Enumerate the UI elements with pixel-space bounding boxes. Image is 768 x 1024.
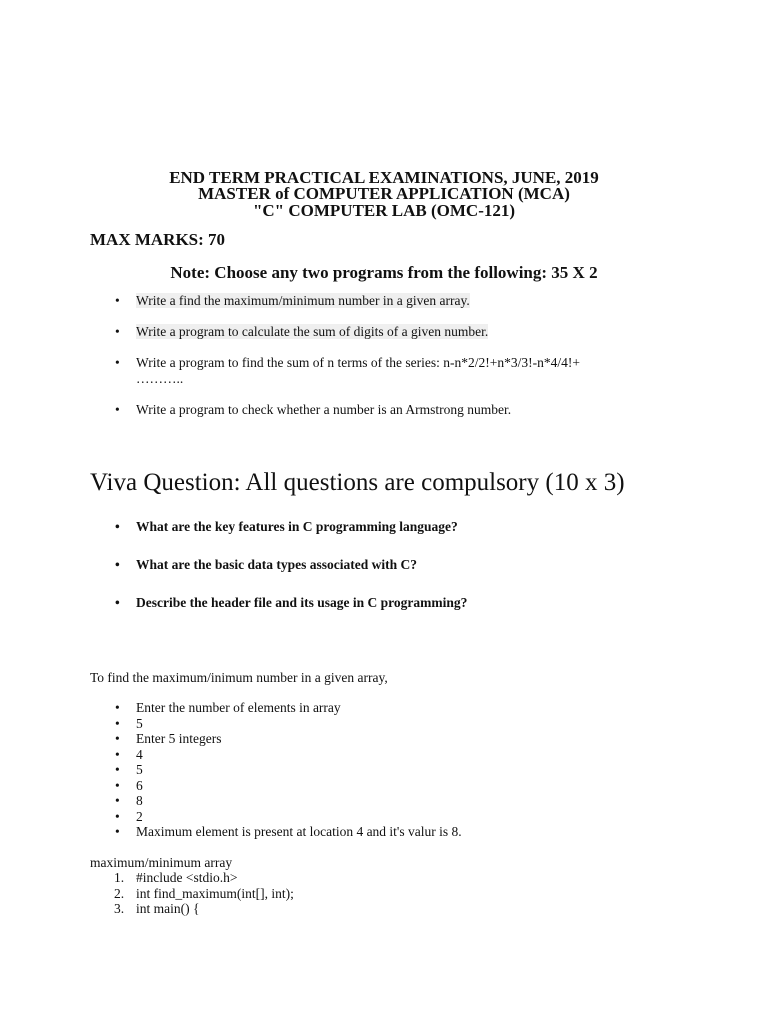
bullet-icon: • [115, 777, 120, 793]
sample-run-list [90, 700, 650, 840]
bullet-icon: • [115, 731, 120, 746]
code-line [90, 870, 294, 886]
code-section-title: maximum/minimum array [90, 855, 233, 870]
code-listing [90, 870, 294, 917]
list-item [90, 793, 650, 809]
list-item [90, 595, 650, 611]
list-item [90, 557, 650, 573]
bullet-icon: • [115, 595, 120, 610]
line-number: 2. [114, 885, 125, 901]
bullet-icon: • [115, 715, 120, 731]
line-number: 3. [114, 901, 125, 916]
list-item [90, 293, 650, 309]
list-item [90, 716, 650, 732]
bullet-icon: • [115, 700, 120, 715]
task-text: Write a program to calculate the sum of digits of a given number. [136, 324, 489, 339]
step-text: 2 [136, 808, 143, 824]
list-item [90, 824, 650, 840]
step-text: 4 [136, 746, 143, 762]
program-task-list [90, 293, 650, 433]
bullet-icon: • [115, 519, 120, 534]
code-line [90, 901, 294, 917]
task-text: Write a program to find the sum of n terms of the series: n-n*2/2!+n*3/3!-n*4/4!+ [136, 355, 580, 370]
exam-title: END TERM PRACTICAL EXAMINATIONS, JUNE, 2019 [169, 168, 599, 187]
step-text: 6 [136, 777, 143, 793]
code-line [90, 886, 294, 902]
line-number: 1. [114, 870, 125, 885]
list-item [90, 747, 650, 763]
code-text: int main() { [136, 901, 200, 916]
list-item [90, 700, 650, 716]
list-item [90, 402, 650, 418]
viva-question: Describe the header file and its usage in C programming? [136, 595, 468, 610]
bullet-icon: • [115, 762, 120, 777]
bullet-icon: • [115, 746, 120, 762]
bullet-icon: • [115, 402, 120, 417]
list-item [90, 762, 650, 778]
instruction-note: Note: Choose any two programs from the following: 35 X 2 [170, 263, 598, 282]
bullet-icon: • [115, 793, 120, 808]
list-item [90, 519, 650, 535]
task-text: Write a program to check whether a number is an Armstrong number. [136, 402, 512, 417]
step-text: Enter 5 integers [136, 731, 222, 746]
list-item [90, 324, 650, 340]
list-item [90, 809, 650, 825]
bullet-icon: • [115, 824, 120, 839]
step-text: Maximum element is present at location 4 and it's valur is 8. [136, 824, 462, 839]
bullet-icon: • [115, 293, 120, 308]
viva-question-list [90, 519, 650, 633]
viva-heading: Viva Question: All questions are compulsory (10 x 3) [90, 469, 625, 496]
task-text: Write a find the maximum/minimum number in a given array. [136, 293, 470, 308]
step-text: Enter the number of elements in array [136, 700, 341, 715]
step-text: 8 [136, 793, 143, 808]
step-text: 5 [136, 715, 143, 731]
program-title: MASTER of COMPUTER APPLICATION (MCA) [198, 184, 570, 203]
task-continuation: ……….. [136, 371, 184, 386]
list-item [90, 778, 650, 794]
bullet-icon: • [115, 324, 120, 339]
bullet-icon: • [115, 557, 120, 572]
code-text: int find_maximum(int[], int); [136, 885, 294, 901]
list-item [90, 731, 650, 747]
max-marks: MAX MARKS: 70 [90, 230, 226, 249]
bullet-icon: • [115, 355, 120, 370]
bullet-icon: • [115, 808, 120, 824]
viva-question: What are the basic data types associated with C? [136, 557, 417, 572]
step-text: 5 [136, 762, 143, 777]
list-item [90, 355, 650, 387]
code-text: #include <stdio.h> [136, 870, 238, 885]
viva-question: What are the key features in C programming language? [136, 519, 458, 534]
course-title: "C" COMPUTER LAB (OMC-121) [252, 201, 516, 220]
solution-intro: To find the maximum/inimum number in a given array, [90, 670, 388, 685]
